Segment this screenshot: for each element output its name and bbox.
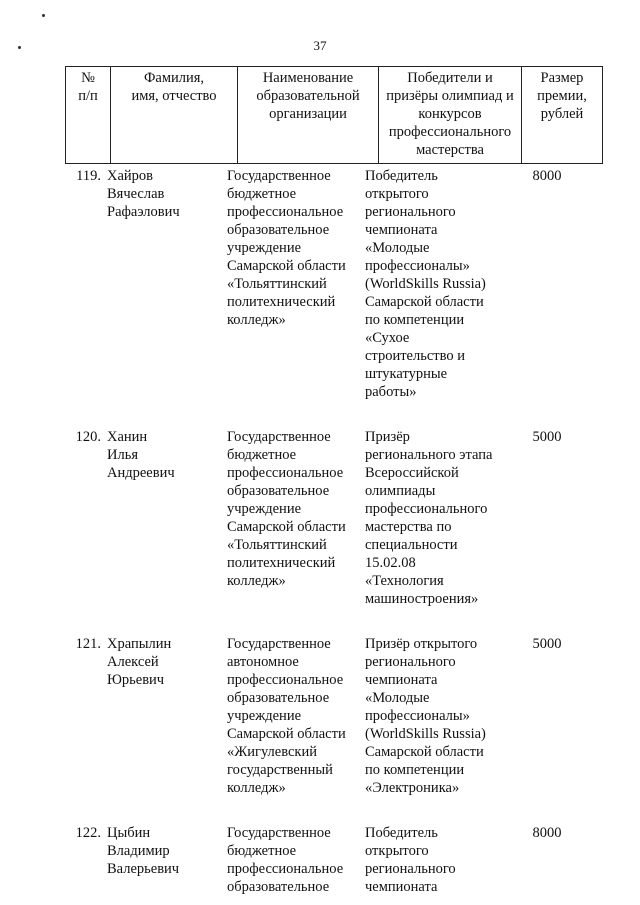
prize-amount: 5000 xyxy=(532,429,562,445)
row-number: 122. xyxy=(75,825,101,841)
achievement: Победитель открытого регионального чемпионата «Молодые профессионалы» (WorldSkills Russia) Самарской области по компетенции «Сухое строительство и штукатурные работы» xyxy=(365,168,486,400)
achievement: Призёр регионального этапа Всероссийской олимпиады профессионального мастерства по специальности 15.02.08 «Технология машиностроения» xyxy=(365,429,493,607)
person-name: Ханин Илья Андреевич xyxy=(107,429,175,481)
table-row xyxy=(65,167,579,401)
organization-name: Государственное бюджетное профессиональное образовательное учреждение Самарской области «Тольяттинский политехнический колледж» xyxy=(227,429,346,589)
achievement: Призёр открытого регионального чемпионата «Молодые профессионалы» (WorldSkills Russia) Самарской области по компетенции «Электроника» xyxy=(365,636,486,796)
person-name: Хайров Вячеслав Рафаэлович xyxy=(107,168,180,220)
organization-name: Государственное автономное профессиональное образовательное учреждение Самарской области «Жигулевский государственный колледж» xyxy=(227,636,346,796)
table-row xyxy=(65,428,579,608)
row-number: 119. xyxy=(76,168,101,184)
header-name: Фамилия, имя, отчество xyxy=(111,67,238,164)
prize-amount: 5000 xyxy=(532,636,562,652)
header-prize: Размер премии, рублей xyxy=(522,67,603,164)
header-winners: Победители и призёры олимпиад и конкурсов профессионального мастерства xyxy=(379,67,522,164)
winners-table xyxy=(65,167,579,896)
row-number: 120. xyxy=(75,429,101,445)
row-number: 121. xyxy=(75,636,101,652)
page-number: 37 xyxy=(313,38,327,53)
scan-speck xyxy=(42,14,45,17)
prize-amount: 8000 xyxy=(532,825,562,841)
table-row xyxy=(65,824,579,896)
table-row xyxy=(65,635,579,797)
header-org: Наименование образовательной организации xyxy=(238,67,379,164)
person-name: Храпылин Алексей Юрьевич xyxy=(107,636,172,688)
table-header xyxy=(65,66,603,164)
organization-name: Государственное бюджетное профессиональное образовательное xyxy=(227,825,344,895)
prize-amount: 8000 xyxy=(532,168,562,184)
person-name: Цыбин Владимир Валерьевич xyxy=(107,825,180,877)
organization-name: Государственное бюджетное профессиональное образовательное учреждение Самарской области «Тольяттинский политехнический колледж» xyxy=(227,168,346,328)
header-num: № п/п xyxy=(66,67,111,164)
achievement: Победитель открытого регионального чемпионата xyxy=(365,825,456,895)
